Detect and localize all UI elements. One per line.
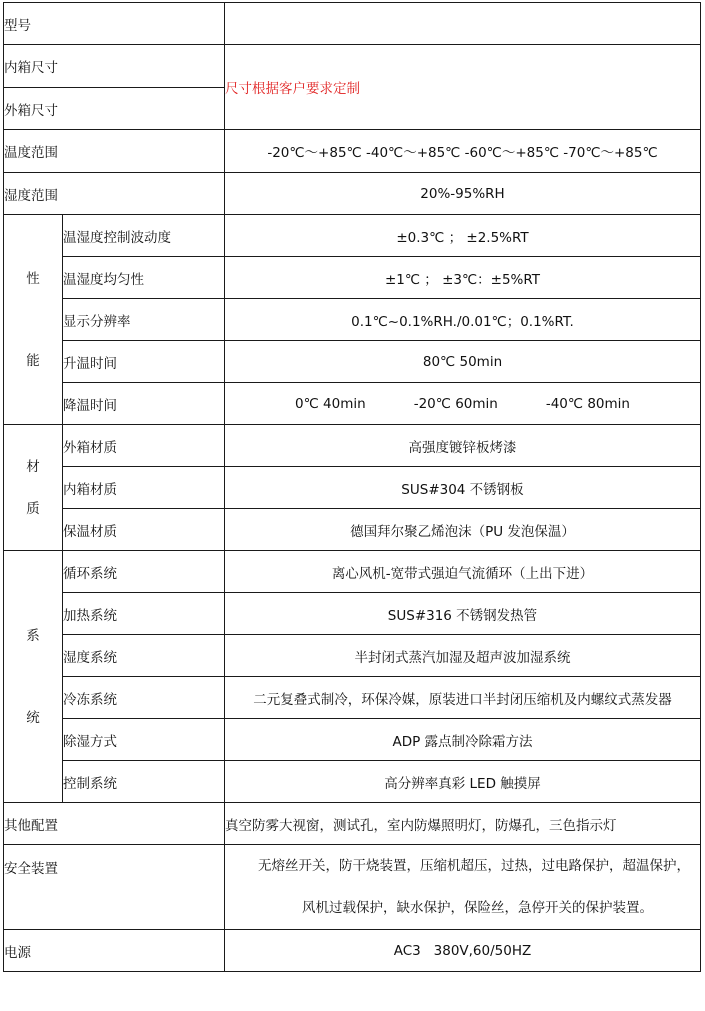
group-char: 统 xyxy=(26,709,40,726)
label-power: 电源 xyxy=(4,930,225,972)
row-other xyxy=(4,803,701,845)
value-temp-range: -20℃～+85℃ -40℃～+85℃ -60℃～+85℃ -70℃～+85℃ xyxy=(225,130,701,173)
value-insulation: 德国拜尔聚乙烯泡沫（PU 发泡保温） xyxy=(225,509,701,551)
value-humidity-system: 半封闭式蒸汽加湿及超声波加湿系统 xyxy=(225,635,701,677)
cooling-time-item: -40℃ 80min xyxy=(545,395,630,412)
label-humidity-system: 湿度系统 xyxy=(63,635,225,677)
group-system xyxy=(4,551,63,803)
label-heating-time: 升温时间 xyxy=(63,341,225,383)
safety-line: 风机过载保护，缺水保护，保险丝，急停开关的保护装置。 xyxy=(302,900,653,916)
label-uniformity: 温湿度均匀性 xyxy=(63,257,225,299)
label-safety: 安全装置 xyxy=(4,845,225,930)
row-heating-time xyxy=(4,341,701,383)
value-safety xyxy=(225,845,701,930)
row-uniformity xyxy=(4,257,701,299)
label-inner-size: 内箱尺寸 xyxy=(4,45,225,88)
row-outer-material xyxy=(4,425,701,467)
label-outer-size: 外箱尺寸 xyxy=(4,88,225,130)
value-fluctuation: ±0.3℃ ； ±2.5%RT xyxy=(225,215,701,257)
value-heating-system: SUS#316 不锈钢发热管 xyxy=(225,593,701,635)
row-insulation xyxy=(4,509,701,551)
row-dehumidify xyxy=(4,719,701,761)
row-circulation xyxy=(4,551,701,593)
value-inner-material: SUS#304 不锈钢板 xyxy=(225,467,701,509)
cooling-time-item: 0℃ 40min xyxy=(295,395,366,412)
label-other: 其他配置 xyxy=(4,803,225,845)
spec-table xyxy=(3,2,701,972)
value-size-note: 尺寸根据客户要求定制 xyxy=(225,45,701,130)
label-cooling-time: 降温时间 xyxy=(63,383,225,425)
label-fluctuation: 温湿度控制波动度 xyxy=(63,215,225,257)
group-material xyxy=(4,425,63,551)
value-model xyxy=(225,3,701,45)
label-refrigeration: 冷冻系统 xyxy=(63,677,225,719)
label-control: 控制系统 xyxy=(63,761,225,803)
value-circulation: 离心风机-宽带式强迫气流循环（上出下进） xyxy=(225,551,701,593)
row-fluctuation xyxy=(4,215,701,257)
group-performance xyxy=(4,215,63,425)
group-char: 材 xyxy=(26,458,40,475)
label-outer-material: 外箱材质 xyxy=(63,425,225,467)
row-safety xyxy=(4,845,701,930)
value-other: 真空防雾大视窗，测试孔，室内防爆照明灯，防爆孔，三色指示灯 xyxy=(225,803,701,845)
label-circulation: 循环系统 xyxy=(63,551,225,593)
row-model xyxy=(4,3,701,45)
value-cooling-time xyxy=(225,383,701,425)
value-uniformity: ±1℃ ； ±3℃：±5%RT xyxy=(225,257,701,299)
value-heating-time: 80℃ 50min xyxy=(225,341,701,383)
label-inner-material: 内箱材质 xyxy=(63,467,225,509)
row-temp-range xyxy=(4,130,701,173)
row-humidity-system xyxy=(4,635,701,677)
group-char: 系 xyxy=(26,627,40,644)
row-inner-material xyxy=(4,467,701,509)
value-dehumidify: ADP 露点制冷除霜方法 xyxy=(225,719,701,761)
label-temp-range: 温度范围 xyxy=(4,130,225,173)
label-dehumidify: 除湿方式 xyxy=(63,719,225,761)
row-inner-size xyxy=(4,45,701,88)
label-model: 型号 xyxy=(4,3,225,45)
row-power xyxy=(4,930,701,972)
value-power: AC3 380V,60/50HZ xyxy=(225,930,701,972)
group-char: 能 xyxy=(26,352,40,369)
value-humidity-range: 20%-95%RH xyxy=(225,173,701,215)
row-cooling-time xyxy=(4,383,701,425)
value-refrigeration: 二元复叠式制冷，环保冷媒，原装进口半封闭压缩机及内螺纹式蒸发器 xyxy=(225,677,701,719)
row-humidity-range xyxy=(4,173,701,215)
label-resolution: 显示分辨率 xyxy=(63,299,225,341)
row-refrigeration xyxy=(4,677,701,719)
group-char: 性 xyxy=(26,270,40,287)
cooling-time-item: -20℃ 60min xyxy=(413,395,498,412)
safety-line: 无熔丝开关，防干烧装置，压缩机超压，过热，过电路保护，超温保护， xyxy=(258,858,690,874)
row-control xyxy=(4,761,701,803)
value-control: 高分辨率真彩 LED 触摸屏 xyxy=(225,761,701,803)
label-humidity-range: 湿度范围 xyxy=(4,173,225,215)
value-resolution: 0.1℃~0.1%RH./0.01℃；0.1%RT. xyxy=(225,299,701,341)
row-resolution xyxy=(4,299,701,341)
value-outer-material: 高强度镀锌板烤漆 xyxy=(225,425,701,467)
label-heating-system: 加热系统 xyxy=(63,593,225,635)
group-char: 质 xyxy=(26,500,40,517)
label-insulation: 保温材质 xyxy=(63,509,225,551)
row-heating-system xyxy=(4,593,701,635)
